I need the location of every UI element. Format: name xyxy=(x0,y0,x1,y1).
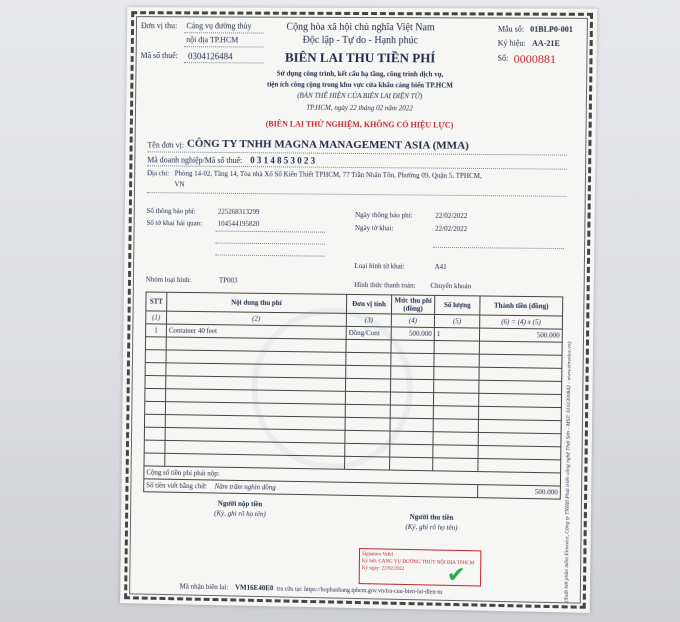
payer-address-label: Địa chỉ: xyxy=(147,169,170,178)
stamp-line: Ký bởi: CẢNG VỤ ĐƯỜNG THỦY NỘI ĐỊA TPHCM xyxy=(361,559,475,567)
stamp-line: Ký ngày: 22/02/2022 xyxy=(361,566,405,572)
collector-signature-note: (Ký, ghi rõ họ tên) xyxy=(405,522,458,532)
code-cell: (5) xyxy=(434,314,479,328)
symbol-value: AA-21E xyxy=(531,38,560,48)
issue-date: TP.HCM, ngày 22 tháng 02 năm 2022 xyxy=(306,103,413,113)
group-value: TP003 xyxy=(218,276,238,285)
payer-name-value: CÔNG TY TNHH MAGNA MANAGEMENT ASIA (MMA) xyxy=(186,137,469,152)
lookup-text: tra cứu tại: https://hophanhang.tphcm.gov.vn/tra-cuu-bien-lai-dien-tu xyxy=(276,586,443,596)
row-stt: 1 xyxy=(146,324,167,337)
decl-no-label: Số tờ khai hải quan: xyxy=(146,218,203,228)
decl-no-value: 104544195820 xyxy=(217,219,260,229)
trial-notice: (BIÊN LAI THỬ NGHIỆM, KHÔNG CÓ HIỆU LỰC) xyxy=(265,119,454,130)
header-stt: STT xyxy=(146,292,167,311)
motto: Độc lập - Tự do - Hạnh phúc xyxy=(302,34,419,47)
header-content: Nội dung thu phí xyxy=(167,292,347,313)
stamp-line: Signature Valid xyxy=(361,552,393,558)
payment-label: Hình thức thanh toán: xyxy=(354,280,416,290)
row-rate: 500.000 xyxy=(391,327,434,341)
header-unit: Đơn vị tính xyxy=(346,294,391,314)
software-side-note: (Xuất bởi phần mềm Einvoice, Công ty TNHH Phát triển công nghệ Thái Sơn - MST: 0101300842 - www.einvoice.vn) xyxy=(563,341,573,603)
decl-date-label: Ngày tờ khai: xyxy=(354,223,394,233)
header-quantity: Số lượng xyxy=(435,295,480,315)
payer-tax-value: 0 3 1 4 8 5 3 0 2 3 xyxy=(250,155,316,166)
issuer-value-2: nội địa TP.HCM xyxy=(186,35,239,45)
code-cell: (3) xyxy=(346,313,391,327)
code-cell: (6) = (4) x (5) xyxy=(480,315,563,329)
words-label: Số tiền viết bằng chữ: xyxy=(146,481,207,491)
decl-type-value: A41 xyxy=(434,262,447,271)
issuer-label: Đơn vị thu: xyxy=(140,21,178,31)
lookup-label: Mã nhận biên lai: xyxy=(179,582,229,592)
payment-value: Chuyển khoản xyxy=(430,281,472,291)
payer-address-value: Phòng 14-02, Tầng 14, Tòa nhà Xổ Số Kiến Thiết TPHCM, 77 Trần Nhân Tôn, Phường 09, Quận 5, TPHCM, xyxy=(174,169,482,181)
payer-name-label: Tên đơn vị: xyxy=(147,140,185,150)
form-value: 01BLP0-001 xyxy=(530,24,573,34)
payer-signature-title: Người nộp tiền xyxy=(217,499,263,509)
subtitle-3: (BẢN THỂ HIỆN CỦA BIÊN LAI ĐIỆN TỬ) xyxy=(297,91,423,101)
row-amount: 500.000 xyxy=(479,328,562,342)
group-label: Nhóm loại hình: xyxy=(145,275,192,285)
symbol-label: Ký hiệu: xyxy=(497,38,526,48)
nation-heading: Cộng hòa xã hội chủ nghĩa Việt Nam xyxy=(286,21,435,34)
collector-signature-title: Người thu tiền xyxy=(409,512,454,522)
check-icon: ✔ xyxy=(446,561,466,588)
header-amount: Thành tiền (đồng) xyxy=(480,296,563,316)
notice-date-value: 22/02/2022 xyxy=(435,211,468,221)
notice-date-label: Ngày thông báo phí: xyxy=(355,210,413,220)
receipt-document xyxy=(120,7,597,613)
decl-date-value: 22/02/2022 xyxy=(435,224,468,234)
code-cell: (4) xyxy=(391,314,434,328)
issuer-tax-label: Mã số thuế: xyxy=(140,50,178,61)
total-label: Cộng số tiền phí phải nộp: xyxy=(144,466,561,486)
code-cell: (2) xyxy=(166,311,346,326)
issuer-tax-value: 0304126484 xyxy=(187,51,233,62)
total-value: 500.000 xyxy=(478,485,561,500)
row-content: Container 40 feet xyxy=(166,324,346,339)
lookup-code: VM16E40E0 xyxy=(235,583,274,593)
row-unit: Đồng/Cont xyxy=(346,326,391,340)
header-rate: Mức thu phí (đồng) xyxy=(391,295,434,315)
number-label: Số: xyxy=(497,53,509,63)
notice-no-label: Số thông báo phí: xyxy=(146,207,196,216)
words-value: Năm trăm nghìn đồng xyxy=(214,482,276,492)
notice-no-value: 225268313299 xyxy=(217,207,260,217)
code-cell: (1) xyxy=(146,311,167,324)
issuer-value-1: Cảng vụ đường thủy xyxy=(186,21,252,31)
row-quantity: 1 xyxy=(434,327,479,341)
number-value: 0000881 xyxy=(513,51,557,67)
subtitle-2: tiện ích công cộng trong khu vực cửa khẩu cảng biển TP.HCM xyxy=(266,80,453,90)
decl-type-label: Loại hình tờ khai: xyxy=(354,261,405,271)
subtitle-1: Sử dụng công trình, kết cấu hạ tầng, công trình dịch vụ, xyxy=(276,69,444,79)
payer-address-value-2: VN xyxy=(174,180,185,189)
form-label: Mẫu số: xyxy=(497,24,525,34)
payer-signature-note: (Ký, ghi rõ họ tên) xyxy=(214,509,266,519)
receipt-title: BIÊN LAI THU TIỀN PHÍ xyxy=(284,49,436,66)
payer-tax-label: Mã doanh nghiệp/Mã số thuế: xyxy=(147,155,243,166)
fee-table xyxy=(143,292,563,500)
